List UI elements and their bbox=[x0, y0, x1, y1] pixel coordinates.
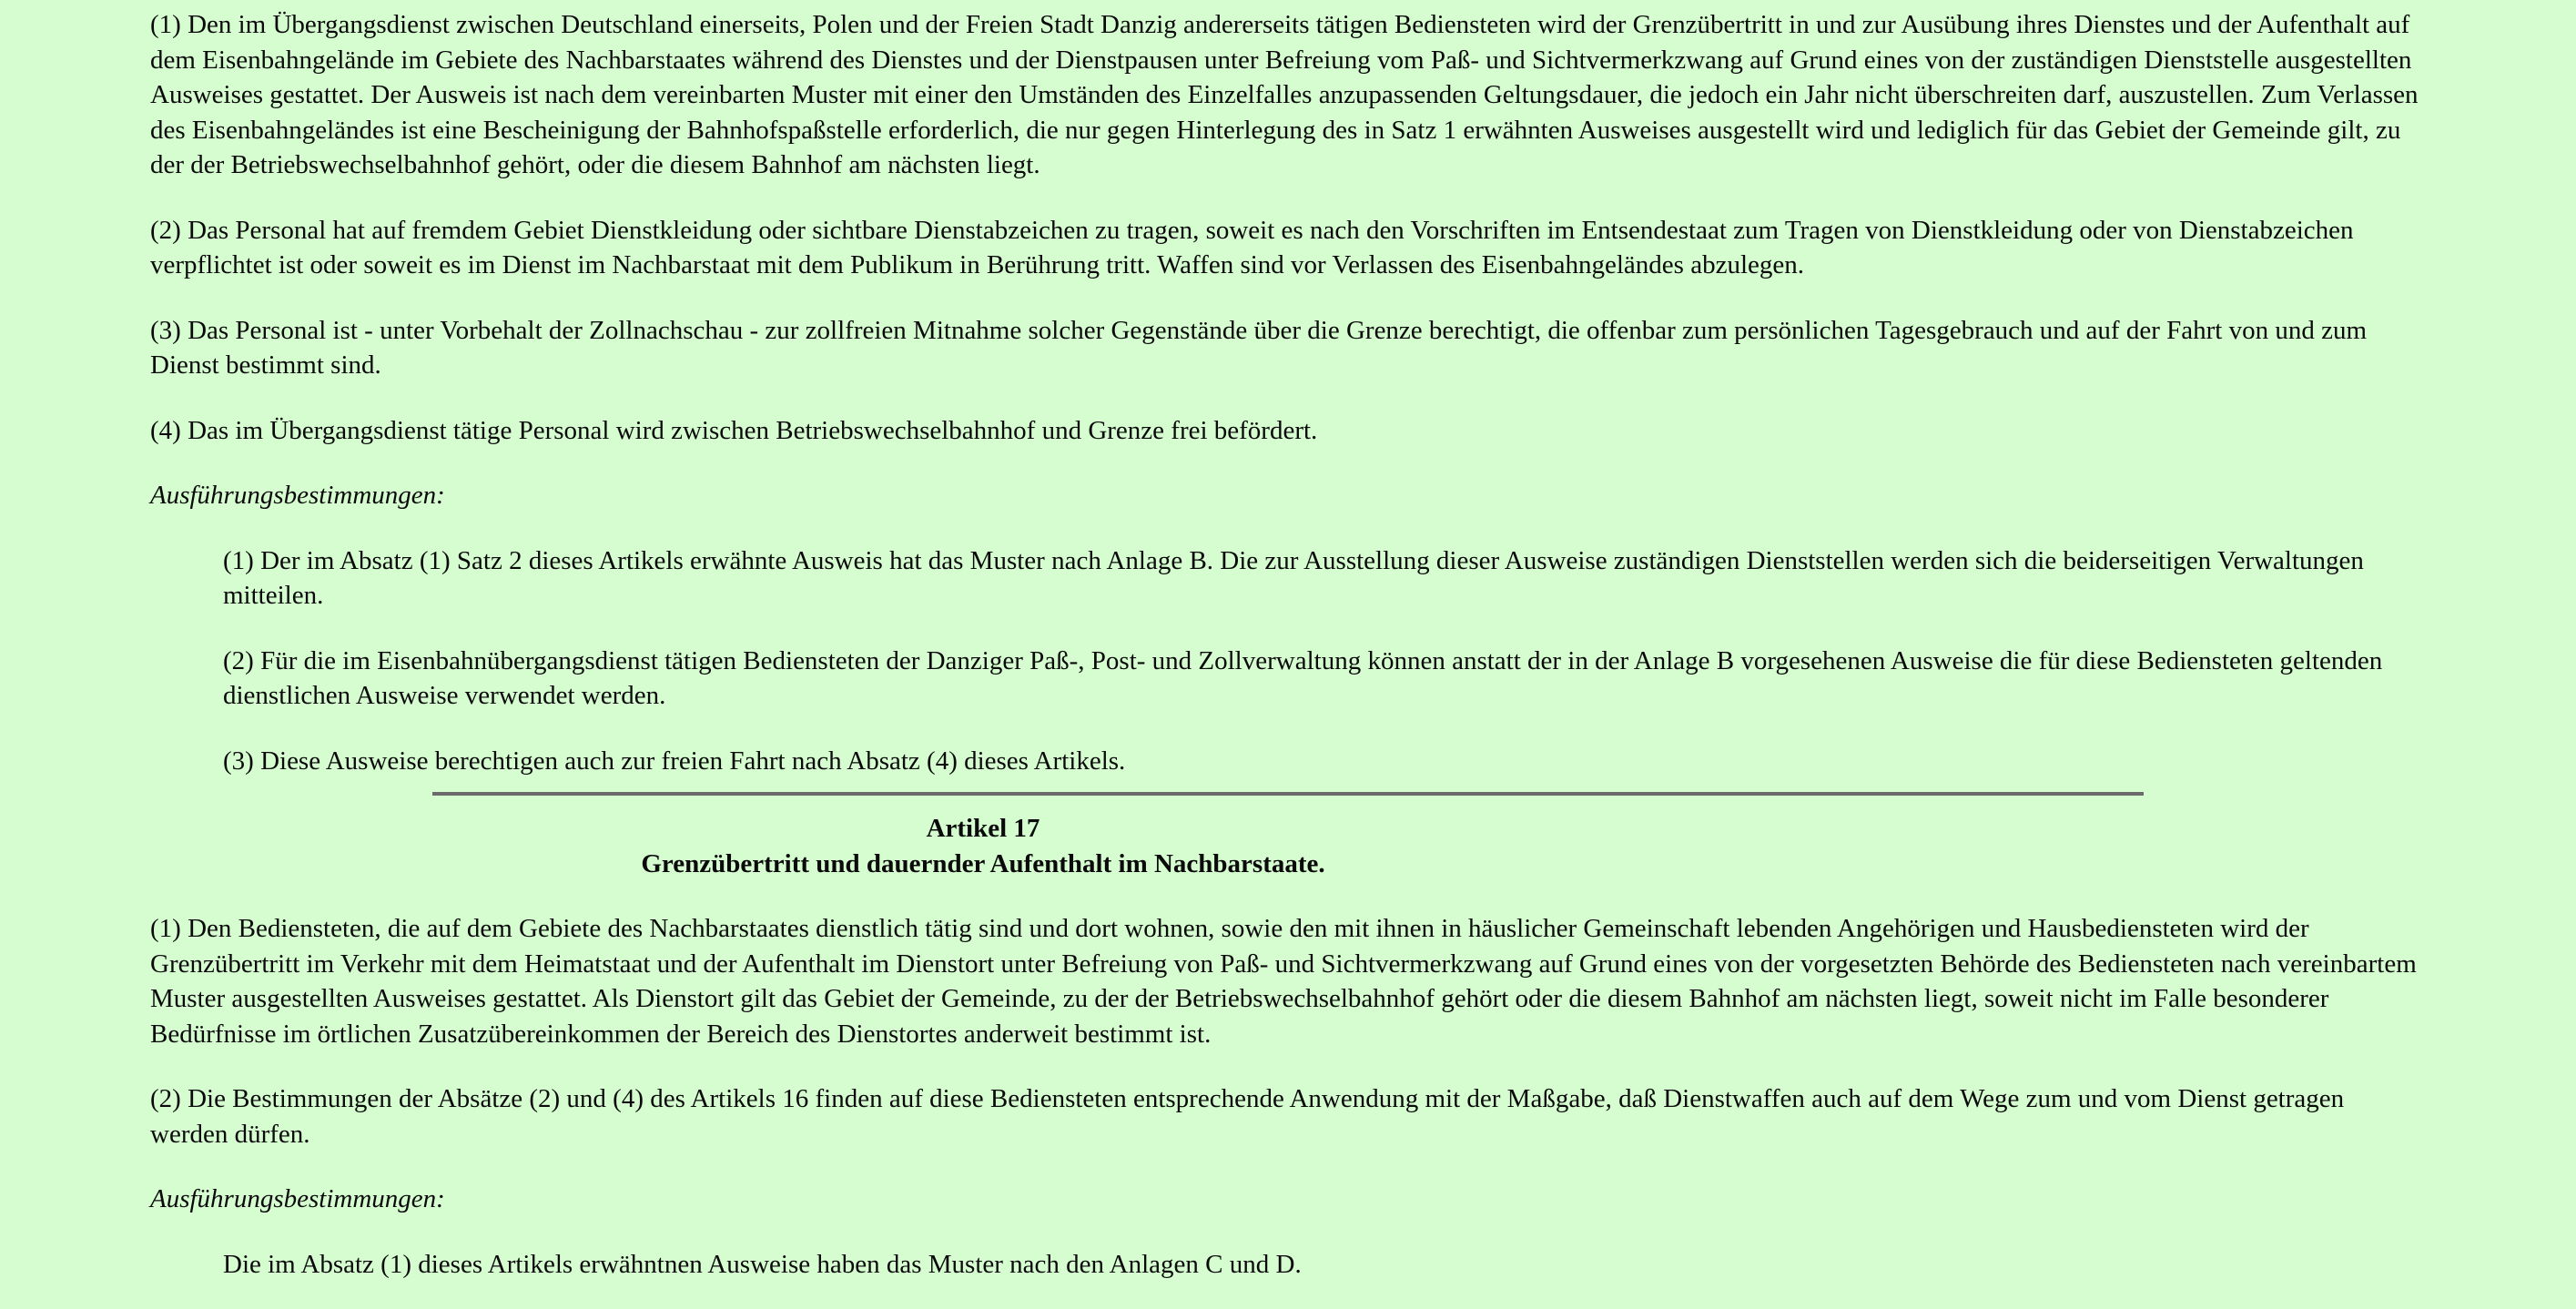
article-17-paragraph-1: (1) Den Bediensteten, die auf dem Gebiete des Nachbarstaates dienstlich tätig sind und dort wohnen, sowie den mit ihnen in häuslicher Gemeinschaft lebenden Angehörigen und Hausbediensteten wird der Grenzübertritt im Verkehr mit dem Heimatstaat und der Aufenthalt im Dienstort unter Befreiung von Paß- und Sichtvermerkzwang auf Grund eines von der vorgesetzten Behörde des Bediensteten nach vereinbartem Muster ausgestellten Ausweises gestattet. Als Dienstort gilt das Gebiet der Gemeinde, zu der der Betriebswechselbahnhof gehört oder die diesem Bahnhof am nächsten liegt, soweit nicht im Falle besonderer Bedürfnisse im örtlichen Zusatzübereinkommen der Bereich des Dienstortes anderweit bestimmt ist. bbox=[150, 914, 2417, 1049]
section-divider bbox=[432, 792, 2144, 796]
article-17-implementing-item-1: Die im Absatz (1) dieses Artikels erwähntnen Ausweise haben das Muster nach den Anlagen C und D. bbox=[223, 1249, 1302, 1279]
article-16-implementing-item-3: (3) Diese Ausweise berechtigen auch zur freien Fahrt nach Absatz (4) dieses Artikels. bbox=[223, 746, 1126, 776]
article-16-section bbox=[150, 7, 2426, 778]
article-17-heading bbox=[150, 811, 1816, 881]
article-16-paragraph-1: (1) Den im Übergangsdienst zwischen Deutschland einerseits, Polen und der Freien Stadt Danzig andererseits tätigen Bediensteten wird der Grenzübertritt in und zur Ausübung ihres Dienstes und der Aufenthalt auf dem Eisenbahngelände im Gebiete des Nachbarstaates während des Dienstes und der Dienstpausen unter Befreiung vom Paß- und Sichtvermerkzwang auf Grund eines von der zuständigen Dienststelle ausgestellten Ausweises gestattet. Der Ausweis ist nach dem vereinbarten Muster mit einer den Umständen des Einzelfalles anzupassenden Geltungsdauer, die jedoch ein Jahr nicht überschreiten darf, auszustellen. Zum Verlassen des Eisenbahngeländes ist eine Bescheinigung der Bahnhofspaßstelle erforderlich, die nur gegen Hinterlegung des in Satz 1 erwähnten Ausweises ausgestellt wird und lediglich für das Gebiet der Gemeinde gilt, zu der der Betriebswechselbahnhof gehört, oder die diesem Bahnhof am nächsten liegt. bbox=[150, 10, 2419, 179]
article-16-implementing-item-1: (1) Der im Absatz (1) Satz 2 dieses Artikels erwähnte Ausweis hat das Muster nach Anlage B. Die zur Ausstellung dieser Ausweise zuständigen Dienststellen werden sich die beiderseitigen Verwaltungen mitteilen. bbox=[223, 545, 2364, 610]
article-17-paragraph-2: (2) Die Bestimmungen der Absätze (2) und (4) des Artikels 16 finden auf diese Bediensteten entsprechende Anwendung mit der Maßgabe, daß Dienstwaffen auch auf dem Wege zum und vom Dienst getragen werden dürfen. bbox=[150, 1084, 2345, 1149]
article-16-paragraph-4: (4) Das im Übergangsdienst tätige Personal wird zwischen Betriebswechselbahnhof und Grenze frei befördert. bbox=[150, 415, 1318, 445]
article-16-paragraph-2: (2) Das Personal hat auf fremdem Gebiet Dienstkleidung oder sichtbare Dienstabzeichen zu tragen, soweit es nach den Vorschriften im Entsendestaat zum Tragen von Dienstkleidung oder von Dienstabzeichen verpflichtet ist oder soweit es im Dienst im Nachbarstaat mit dem Publikum in Berührung tritt. Waffen sind vor Verlassen des Eisenbahngeländes abzulegen. bbox=[150, 215, 2354, 279]
document-body bbox=[150, 7, 2426, 1309]
article-17-title: Grenzübertritt und dauernder Aufenthalt im Nachbarstaate. bbox=[641, 848, 1325, 878]
article-17-number: Artikel 17 bbox=[926, 814, 1040, 843]
article-16-paragraph-3: (3) Das Personal ist - unter Vorbehalt der Zollnachschau - zur zollfreien Mitnahme solcher Gegenstände über die Grenze berechtigt, die offenbar zum persönlichen Tagesgebrauch und auf der Fahrt von und zum Dienst bestimmt sind. bbox=[150, 315, 2368, 380]
article-16-implementing-heading: Ausführungsbestimmungen: bbox=[150, 481, 445, 510]
article-17-implementing-heading: Ausführungsbestimmungen: bbox=[150, 1184, 445, 1213]
article-16-implementing-item-2: (2) Für die im Eisenbahnübergangsdienst tätigen Bediensteten der Danziger Paß-, Post- und Zollverwaltung können anstatt der in der Anlage B vorgesehenen Ausweise die für diese Bediensteten geltenden dienstlichen Ausweise verwendet werden. bbox=[223, 645, 2383, 710]
article-17-section bbox=[150, 811, 2426, 1282]
